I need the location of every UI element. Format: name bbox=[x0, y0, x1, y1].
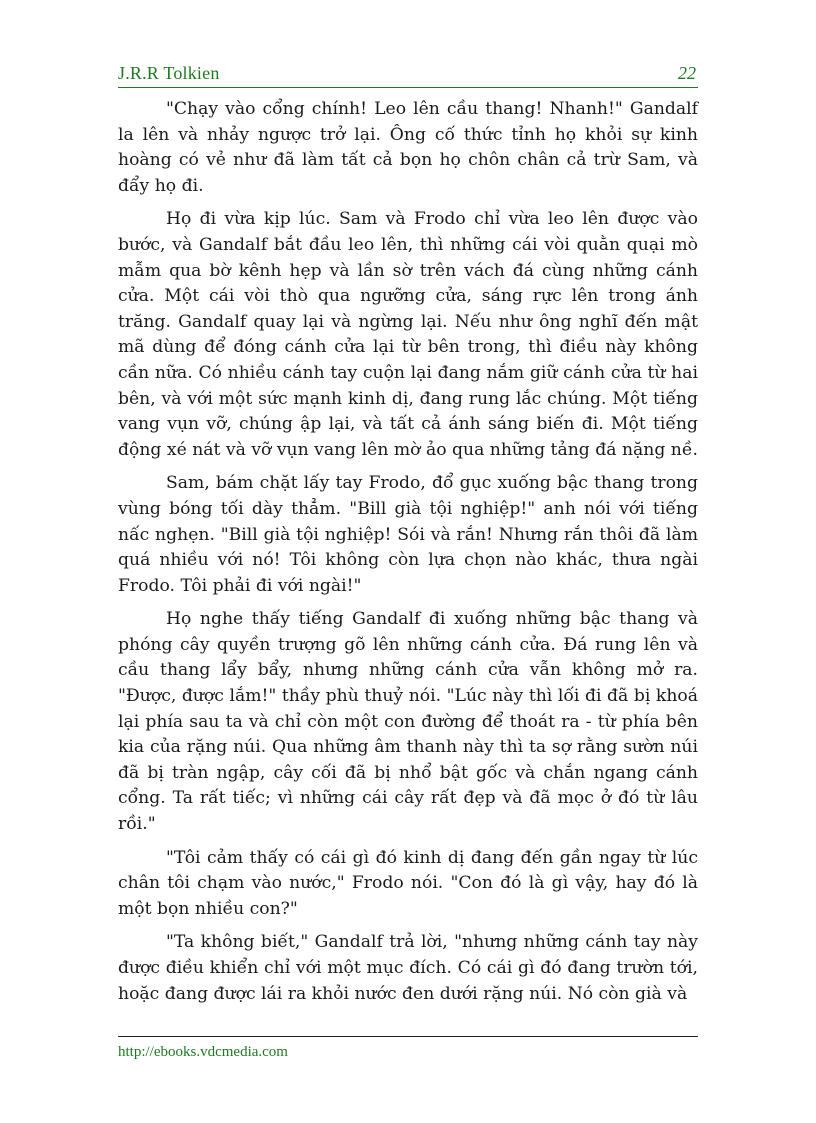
page-header bbox=[118, 61, 698, 88]
page-number: 22 bbox=[678, 63, 696, 83]
paragraph: Họ nghe thấy tiếng Gandalf đi xuống những bậc thang và phóng cây quyền trượng gõ lên những cánh cửa. Đá rung lên và cầu thang lẩy bẩy, nhưng những cánh cửa vẫn không mở ra. "Được, được lắm!" thầy phù thuỷ nói. "Lúc này thì lối đi đã bị khoá lại phía sau ta và chỉ còn một con đường để thoát ra - từ phía bên kia của rặng núi. Qua những âm thanh này thì ta sợ rằng sườn núi đã bị tràn ngập, cây cối đã bị nhổ bật gốc và chắn ngang cánh cổng. Ta rất tiếc; vì những cái cây rất đẹp và đã mọc ở đó từ lâu rồi." bbox=[118, 609, 698, 835]
footer-url-link[interactable]: http://ebooks.vdcmedia.com bbox=[118, 1044, 288, 1060]
paragraph: Họ đi vừa kịp lúc. Sam và Frodo chỉ vừa leo lên được vào bước, và Gandalf bắt đầu leo lên, thì những cái vòi quằn quại mò mẫm qua bờ kênh hẹp và lần sờ trên vách đá cùng những cánh cửa. Một cái vòi thò qua ngưỡng cửa, sáng rực lên trong ánh trăng. Gandalf quay lại và ngừng lại. Nếu như ông nghĩ đến mật mã dùng để đóng cánh cửa lại từ bên trong, thì điều này không cần nữa. Có nhiều cánh tay cuộn lại đang nắm giữ cánh cửa từ hai bên, và với một sức mạnh kinh dị, đang rung lắc chúng. Một tiếng vang vụn vỡ, chúng ập lại, và tất cả ánh sáng biến đi. Một tiếng động xé nát và vỡ vụn vang lên mờ ảo qua những tảng đá nặng nề. bbox=[118, 209, 698, 460]
paragraph: "Chạy vào cổng chính! Leo lên cầu thang! Nhanh!" Gandalf la lên và nhảy ngược trở lại. Ông cố thức tỉnh họ khỏi sự kinh hoàng có vẻ như đã làm tất cả bọn họ chôn chân cả trừ Sam, và đẩy họ đi. bbox=[118, 99, 698, 196]
paragraph: Sam, bám chặt lấy tay Frodo, đổ gục xuống bậc thang trong vùng bóng tối dày thẳm. "Bill già tội nghiệp!" anh nói với tiếng nấc nghẹn. "Bill già tội nghiệp! Sói và rắn! Nhưng rắn thôi đã làm quá nhiều với nó! Tôi không còn lựa chọn nào khác, thưa ngài Frodo. Tôi phải đi với ngài!" bbox=[118, 473, 698, 596]
document-page bbox=[118, 0, 698, 1123]
body-text bbox=[118, 97, 698, 1015]
footer-divider bbox=[118, 1036, 698, 1037]
paragraph: "Tôi cảm thấy có cái gì đó kinh dị đang đến gần ngay từ lúc chân tôi chạm vào nước," Frodo nói. "Con đó là gì vậy, hay đó là một bọn nhiều con?" bbox=[118, 847, 698, 919]
paragraph: "Ta không biết," Gandalf trả lời, "nhưng những cánh tay này được điều khiển chỉ với một mục đích. Có cái gì đó đang trườn tới, hoặc đang được lái ra khỏi nước đen dưới rặng núi. Nó còn già và bbox=[118, 932, 698, 1004]
book-author: J.R.R Tolkien bbox=[118, 63, 220, 83]
